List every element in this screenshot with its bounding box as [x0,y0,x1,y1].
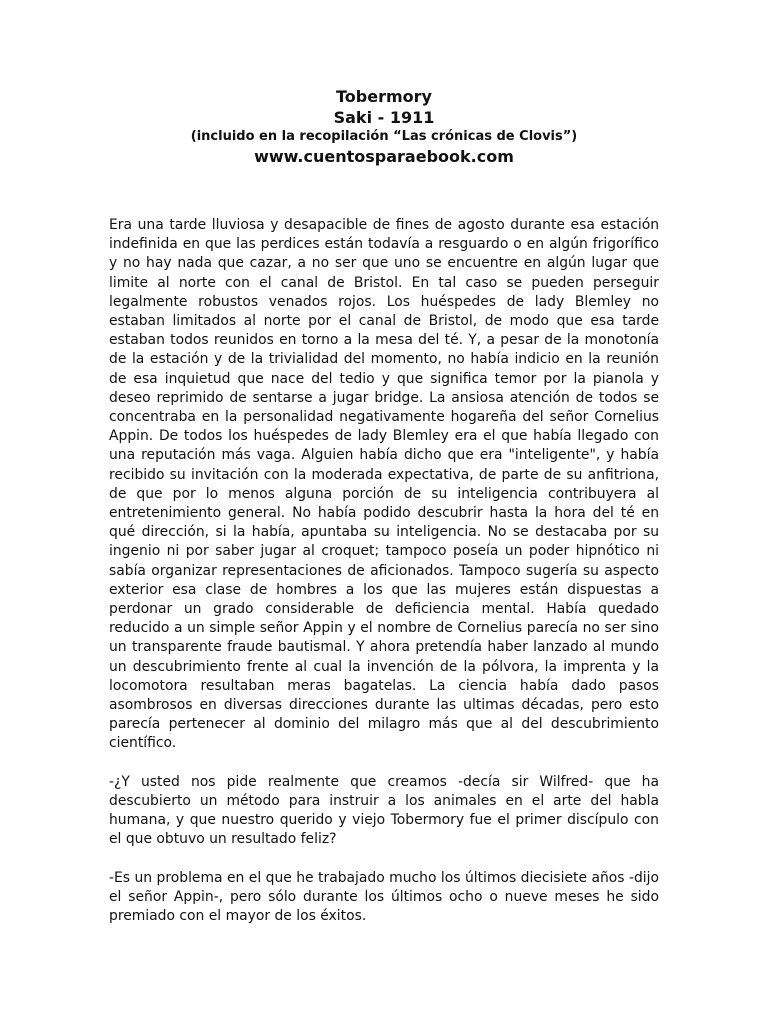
collection-note: (incluido en la recopilación “Las crónicas de Clovis”) [190,129,578,144]
document-header [0,86,768,168]
story-body [109,216,659,946]
paragraph-1: Era una tarde lluviosa y desapacible de fines de agosto durante esa estación indefinida en que las perdices están todavía a resguardo o en algún frigorífico y no hay nada que cazar, a no ser que uno se encuentre en algún lugar que limite al norte con el canal de Bristol. En tal caso se pueden perseguir legalmente robustos venados rojos. Los huéspedes de lady Blemley no estaban limitados al norte por el canal de Bristol, de modo que esa tarde estaban todos reunidos en torno a la mesa del té. Y, a pesar de la monotonía de la estación y de la trivialidad del momento, no había indicio en la reunión de esa inquietud que nace del tedio y que significa temor por la pianola y deseo reprimido de sentarse a jugar bridge. La ansiosa atención de todos se concentraba en la personalidad negativamente hogareña del señor Cornelius Appin. De todos los huéspedes de lady Blemley era el que había llegado con una reputación más vaga. Alguien había dicho que era "inteligente", y había recibido su invitación con la moderada expectativa, de parte de su anfitriona, de que por lo menos alguna porción de su inteligencia contribuyera al entretenimiento general. No había podido descubrir hasta la hora del té en qué dirección, si la había, apuntaba su inteligencia. No se destacaba por su ingenio ni por saber jugar al croquet; tampoco poseía un poder hipnótico ni sabía organizar representaciones de aficionados. Tampoco sugería su aspecto exterior esa clase de hombres a los que las mujeres están dispuestas a perdonar un grado considerable de deficiencia mental. Había quedado reducido a un simple señor Appin y el nombre de Cornelius parecía no ser sino un transparente fraude bautismal. Y ahora pretendía haber lanzado al mundo un descubrimiento frente al cual la invención de la pólvora, la imprenta y la locomotora resultaban meras bagatelas. La ciencia había dado pasos asombrosos en diversas direcciones durante las ultimas décadas, pero esto parecía pertenecer al dominio del milagro más que al del descubrimiento científico. [109,217,659,752]
website-link[interactable]: www.cuentosparaebook.com [254,147,514,166]
story-title: Tobermory [336,87,432,106]
author-year: Saki - 1911 [333,108,435,127]
paragraph-2: -¿Y usted nos pide realmente que creamos -decía sir Wilfred- que ha descubierto un método para instruir a los animales en el arte del habla humana, y que nuestro querido y viejo Tobermory fue el primer discípulo con el que obtuvo un resultado feliz? [109,773,659,848]
paragraph-3: -Es un problema en el que he trabajado mucho los últimos diecisiete años -dijo el señor Appin-, pero sólo durante los últimos ocho o nueve meses he sido premiado con el mayor de los éxitos. [109,869,659,925]
